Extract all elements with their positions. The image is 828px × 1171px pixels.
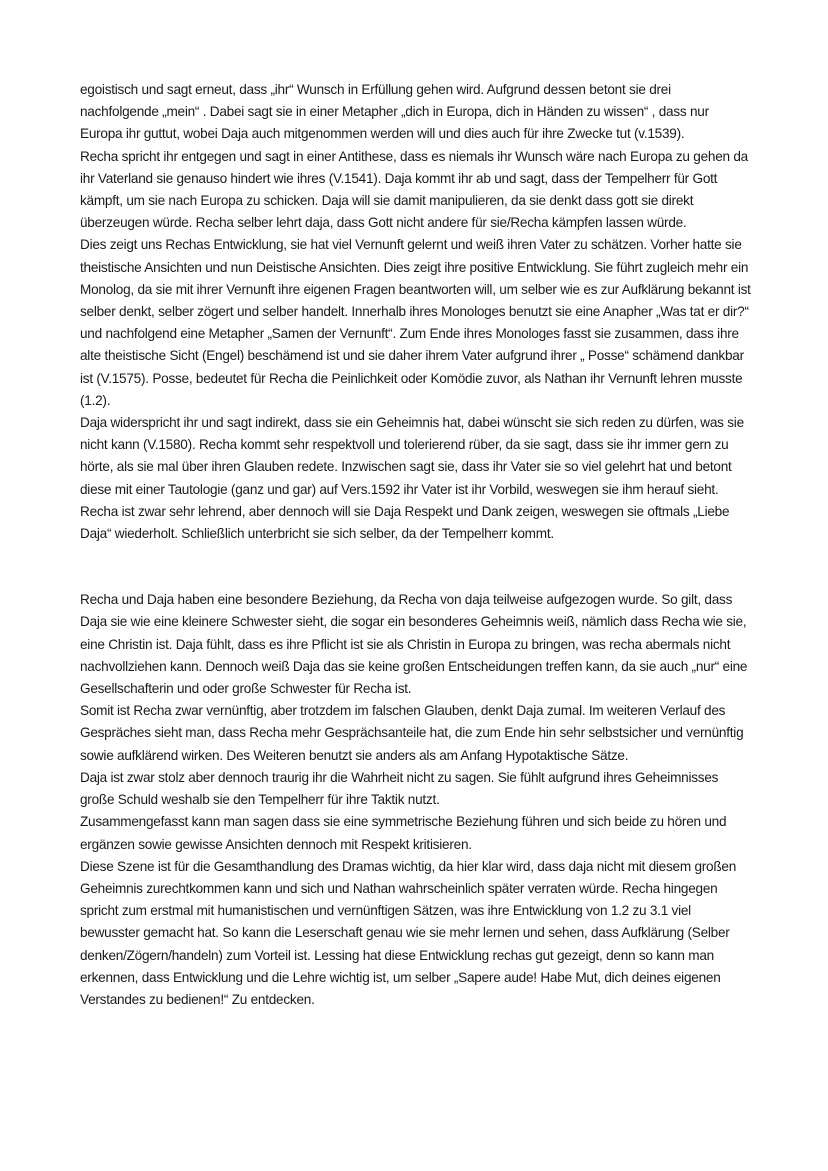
paragraph: Zusammengefasst kann man sagen dass sie eine symmetrische Beziehung führen und sich beide zu hören und ergänzen sowie gewisse Ansichten dennoch mit Respekt kritisieren. (80, 814, 727, 852)
paragraph: egoistisch und sagt erneut, dass „ihr“ Wunsch in Erfüllung gehen wird. Aufgrund dessen betont sie drei nachfolgende „mein“ . Dabei sagt sie in einer Metapher „dich in Europa, dich in Händen zu wissen“ , dass nur Europa ihr guttut, wobei Daja auch mitgenommen werden will und dies auch für ihre Zwecke tut (v.1539). (80, 82, 709, 142)
paragraph: Recha spricht ihr entgegen und sagt in einer Antithese, dass es niemals ihr Wunsch wäre nach Europa zu gehen da ihr Vaterland sie genauso hindert wie ihres (V.1541). Daja kommt ihr ab und sagt, dass der Tempelherr für Gott kämpft, um sie nach Europa zu schicken. Daja will sie damit manipulieren, da sie denkt dass gott sie direkt überzeugen würde. Recha selber lehrt daja, dass Gott nicht andere für sie/Recha kämpfen lassen würde. (80, 148, 748, 231)
paragraph: Daja ist zwar stolz aber dennoch traurig ihr die Wahrheit nicht zu sagen. Sie fühlt aufgrund ihres Geheimnisses große Schuld weshalb sie den Tempelherr für ihre Taktik nutzt. (80, 769, 719, 808)
document-page (80, 79, 752, 1011)
paragraph: Somit ist Recha zwar vernünftig, aber trotzdem im falschen Glauben, denkt Daja zumal. Im weiteren Verlauf des Gespräches sieht man, dass Recha mehr Gesprächsanteile hat, die zum Ende hin sehr selbstsicher und vernünftig sowie aufklärend wirken. Des Weiteren benutzt sie anders als am Anfang Hypotaktische Sätze. (80, 703, 744, 763)
text-section-relationship (80, 589, 752, 1011)
paragraph: Dies zeigt uns Rechas Entwicklung, sie hat viel Vernunft gelernt und weiß ihren Vater zu schätzen. Vorher hatte sie theistische Ansichten und nun Deistische Ansichten. Dies zeigt ihre positive Entwicklung. Sie führt zugleich mehr ein Monolog, da sie mit ihrer Vernunft ihre eigenen Fragen beantworten will, um selber wie es zur Aufklärung bekannt ist selber denkt, selber zögert und selber handelt. Innerhalb ihres Monologes benutzt sie eine Anapher „Was tat er dir?“ und nachfolgend eine Metapher „Samen der Vernunft“. Zum Ende ihres Monologes fasst sie zusammen, dass ihre alte theistische Sicht (Engel) beschämend ist und sie daher ihrem Vater aufgrund ihrer „ Posse“ schämend dankbar ist (V.1575). Posse, bedeutet für Recha die Peinlichkeit oder Komödie zuvor, als Nathan ihr Vernunft lehren musste (1.2). (80, 237, 751, 408)
paragraph: Recha und Daja haben eine besondere Beziehung, da Recha von daja teilweise aufgezogen wurde. So gilt, dass Daja sie wie eine kleinere Schwester sieht, die sogar ein besonderes Geheimnis weiß, nämlich dass Recha wie sie, eine Christin ist. Daja fühlt, dass es ihre Pflicht ist sie als Christin in Europa zu bringen, was recha abermals nicht nachvollziehen kann. Dennoch weiß Daja das sie keine großen Entscheidungen treffen kann, da sie auch „nur“ eine Gesellschafterin und oder große Schwester für Recha ist. (80, 592, 748, 697)
paragraph: Diese Szene ist für die Gesamthandlung des Dramas wichtig, da hier klar wird, dass daja nicht mit diesem großen Geheimnis zurechtkommen kann und sich und Nathan wahrscheinlich später verraten würde. Recha hingegen spricht zum erstmal mit humanistischen und vernünftigen Sätzen, was ihre Entwicklung von 1.2 zu 3.1 viel bewusster gemacht hat. So kann die Leserschaft genau wie sie mehr lernen und sehen, dass Aufklärung (Selber denken/Zögern/handeln) zum Vorteil ist. Lessing hat diese Entwicklung rechas gut gezeigt, denn so kann man erkennen, dass Entwicklung und die Lehre wichtig ist, um selber „Sapere aude! Habe Mut, dich deines eigenen Verstandes zu bedienen!“ Zu entdecken. (80, 858, 737, 1007)
text-section-analysis (80, 79, 752, 545)
paragraph: Daja widerspricht ihr und sagt indirekt, dass sie ein Geheimnis hat, dabei wünscht sie sich reden zu dürfen, was sie nicht kann (V.1580). Recha kommt sehr respektvoll und tolerierend rüber, da sie sagt, dass sie ihr immer gern zu hörte, als sie mal über ihren Glauben redete. Inzwischen sagt sie, dass ihr Vater sie so viel gelehrt hat und betont diese mit einer Tautologie (ganz und gar) auf Vers.1592 ihr Vater ist ihr Vorbild, weswegen sie ihm herauf sieht. Recha ist zwar sehr lehrend, aber dennoch will sie Daja Respekt und Dank zeigen, weswegen sie oftmals „Liebe Daja“ wiederholt. Schließlich unterbricht sie sich selber, da der Tempelherr kommt. (80, 415, 744, 542)
